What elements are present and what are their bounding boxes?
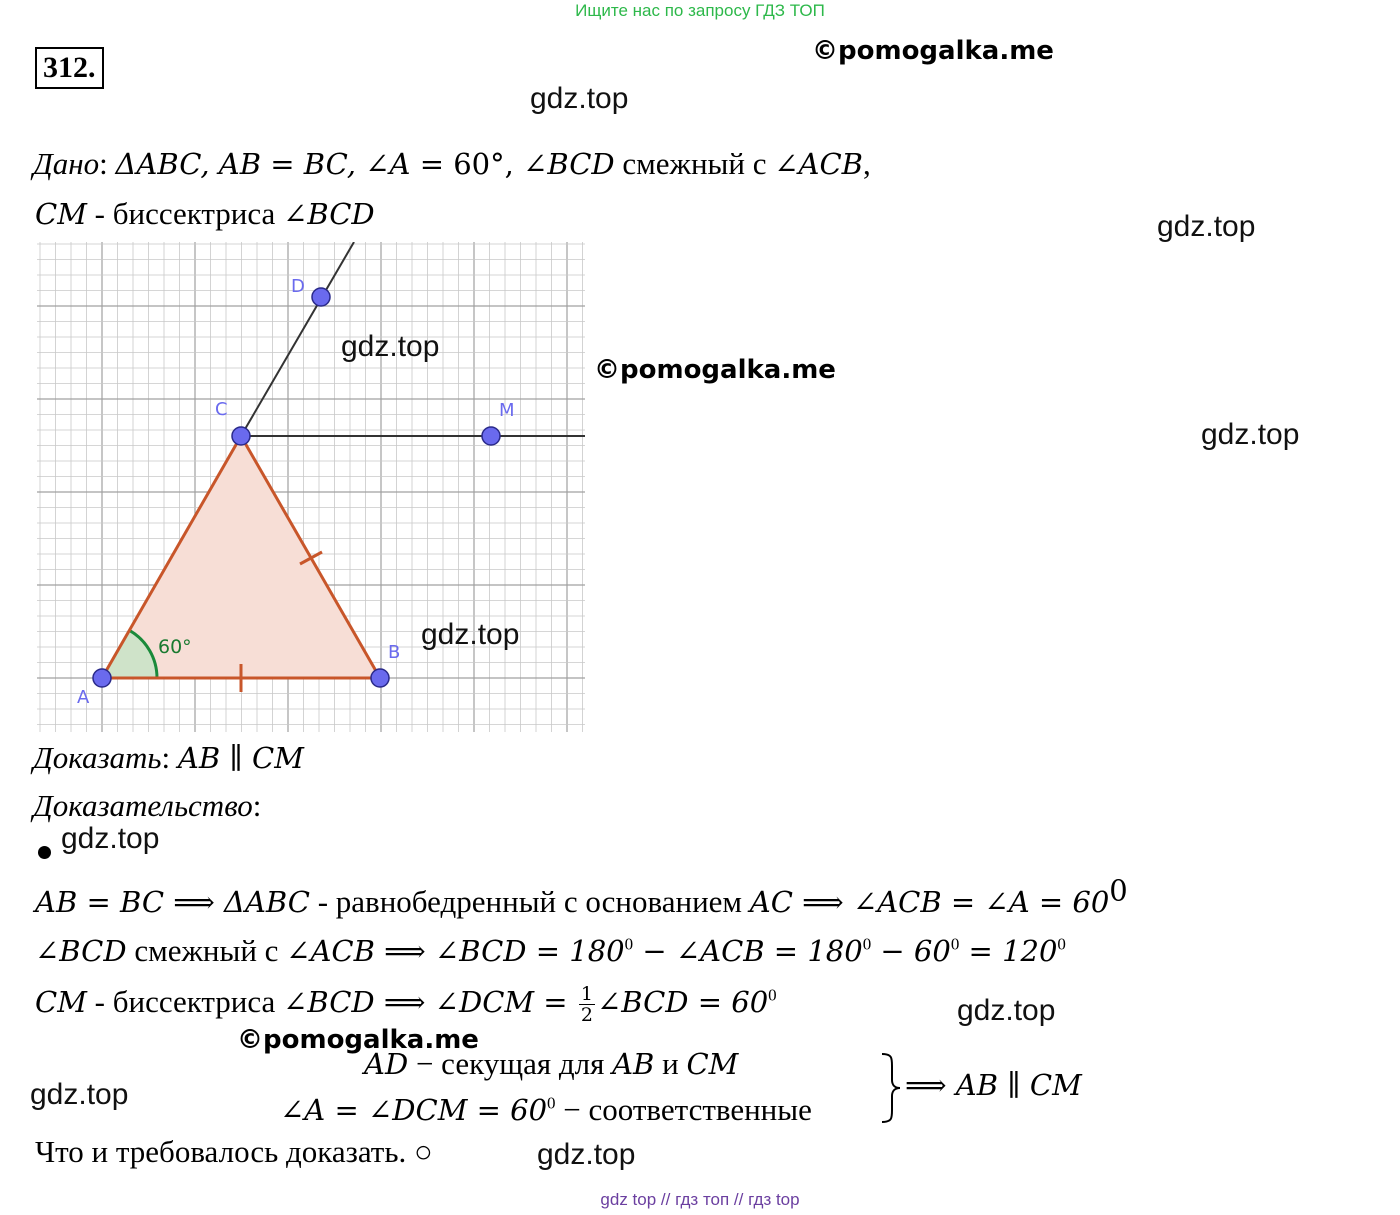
p3-math-1: CM — [35, 985, 87, 1019]
p4-word-2: и — [654, 1046, 687, 1081]
watermark-pomogalka: ©pomogalka.me — [237, 1025, 479, 1055]
problem-number: 312. — [35, 47, 104, 89]
label-d: D — [291, 276, 305, 297]
p3-math-2: ∠BCD ⟹ ∠DCM = — [283, 985, 577, 1019]
label-c: C — [215, 399, 228, 420]
watermark-gdz: gdz.top — [61, 822, 160, 855]
watermark-gdz: gdz.top — [1157, 210, 1256, 243]
given-math-2: ∠BCD — [523, 147, 615, 181]
watermark-gdz: gdz.top — [537, 1138, 636, 1171]
p2-sup-2: 0 — [862, 934, 872, 954]
p3-word-1: - биссектриса — [86, 984, 284, 1019]
footer-links[interactable]: gdz top // гдз топ // гдз top — [600, 1190, 800, 1209]
watermark-gdz: gdz.top — [30, 1078, 129, 1111]
proof-label: Доказательство — [33, 788, 253, 823]
p2-math-4: − 60 — [871, 934, 951, 968]
point-d — [312, 288, 330, 306]
right-brace — [878, 1052, 904, 1124]
colon: : — [252, 788, 262, 823]
given-label: Дано — [33, 146, 100, 181]
ray-cd — [241, 242, 354, 436]
prove-line — [33, 740, 304, 776]
geometry-figure — [37, 242, 585, 732]
colon: : — [99, 146, 116, 181]
given-word-1: смежный с — [614, 146, 775, 181]
given-line-1 — [33, 146, 871, 182]
p2-math-5: = 120 — [959, 934, 1058, 968]
p2-math-1: ∠BCD — [35, 934, 127, 968]
top-banner: Ищите нас по запросу ГДЗ ТОП — [575, 1, 825, 20]
point-m — [482, 427, 500, 445]
p2-math-2: ∠ACB ⟹ ∠BCD = 180 — [286, 934, 625, 968]
given-math-1: ΔABC, AB = BC, ∠A = — [115, 147, 454, 181]
p3-math-3: ∠BCD = 60 — [596, 985, 769, 1019]
point-b — [371, 669, 389, 687]
watermark-gdz: gdz.top — [530, 82, 629, 115]
proof-line-2 — [35, 933, 1066, 969]
given-math-3: ∠ACB — [774, 147, 863, 181]
fraction-numerator: 1 — [580, 983, 593, 1006]
given-line-2 — [35, 196, 375, 232]
p4-math-1: AD — [364, 1047, 409, 1081]
p1-word-1: - равнобедренный с основанием — [309, 884, 750, 919]
p3-sup: 0 — [768, 985, 777, 1005]
given-word-2: - биссектриса — [86, 196, 284, 231]
prove-label: Доказать — [33, 740, 162, 775]
label-b: B — [388, 642, 401, 663]
p1-math-1: AB = BC ⟹ ΔABC — [35, 885, 310, 919]
watermark-pomogalka: ©pomogalka.me — [594, 355, 836, 385]
bullet-dot — [38, 846, 51, 859]
p1-sup: 0 — [1109, 873, 1128, 908]
point-c — [232, 427, 250, 445]
proof-line-3 — [35, 984, 777, 1025]
watermark-gdz: gdz.top — [1201, 418, 1300, 451]
label-m: M — [499, 400, 515, 421]
prove-math: AB ∥ CM — [177, 741, 304, 775]
watermark-pomogalka: ©pomogalka.me — [812, 36, 1054, 66]
p1-math-2: AC ⟹ ∠ACB = ∠A = 60 — [749, 885, 1110, 919]
fraction-one-half — [579, 984, 595, 1025]
p4-math-2: AB — [612, 1047, 655, 1081]
proof-line-5 — [280, 1092, 812, 1128]
p2-sup-1: 0 — [624, 934, 634, 954]
given-comma: , — [862, 146, 871, 181]
p4-math-3: CM — [686, 1047, 739, 1081]
colon: : — [161, 740, 178, 775]
angle-label: 60° — [158, 636, 192, 658]
given-degree: 60°, — [453, 147, 524, 181]
p2-sup-3: 0 — [950, 934, 960, 954]
proof-conclusion: ⟹ AB ∥ CM — [905, 1068, 1082, 1102]
p4-word-1: − секущая для — [408, 1046, 613, 1081]
given-cm: CM — [35, 197, 87, 231]
watermark-gdz: gdz.top — [341, 330, 440, 363]
p5-sup: 0 — [547, 1093, 556, 1113]
qed-line: Что и требовалось доказать. ○ — [35, 1134, 433, 1169]
p5-word-1: − соответственные — [555, 1092, 812, 1127]
label-a: A — [77, 687, 90, 708]
p2-math-3: − ∠ACB = 180 — [633, 934, 863, 968]
proof-line-1 — [35, 873, 1128, 920]
fraction-denominator: 2 — [580, 1004, 593, 1027]
watermark-gdz: gdz.top — [421, 618, 520, 651]
p2-sup-4: 0 — [1057, 934, 1066, 954]
given-bcd: ∠BCD — [283, 197, 375, 231]
point-a — [93, 669, 111, 687]
p5-math-1: ∠A = ∠DCM = 60 — [280, 1093, 548, 1127]
proof-line-4 — [364, 1046, 738, 1082]
p2-word-1: смежный с — [126, 933, 287, 968]
proof-heading — [33, 788, 261, 824]
watermark-gdz: gdz.top — [957, 994, 1056, 1027]
